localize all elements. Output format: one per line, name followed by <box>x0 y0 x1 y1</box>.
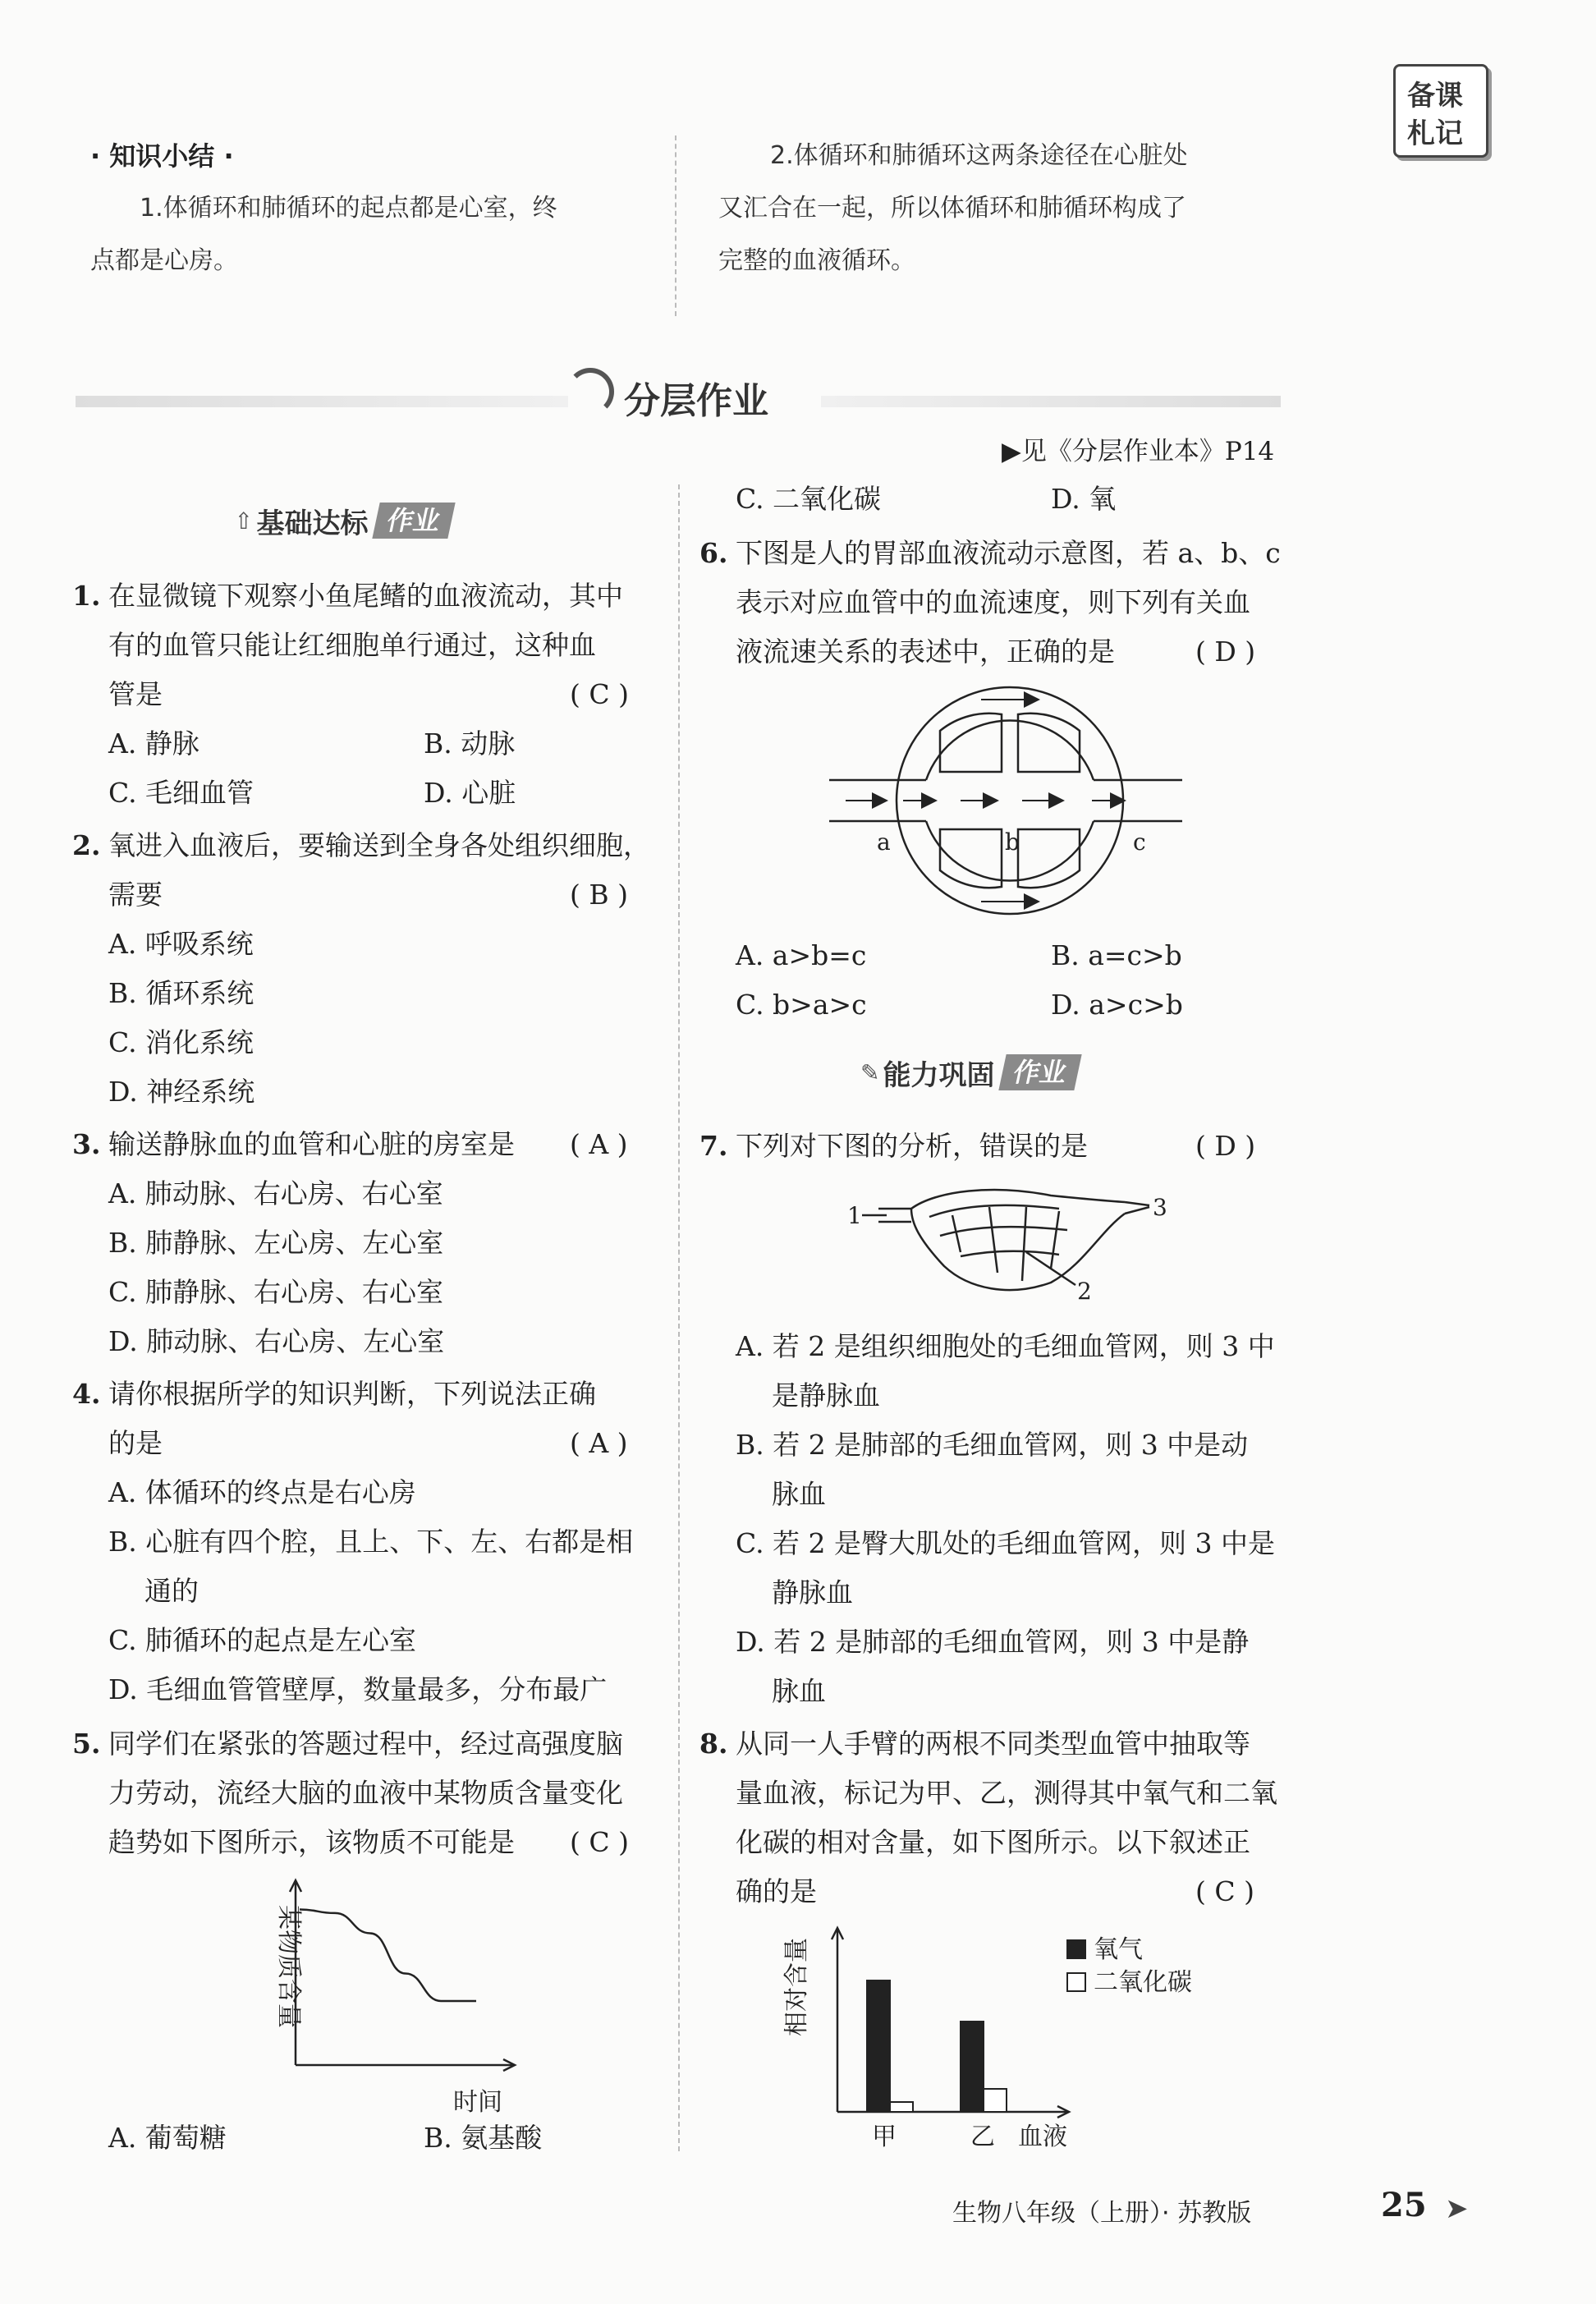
q5-option-c: C. 二氧化碳 <box>736 483 882 515</box>
q7-option-d-cont: 脉血 <box>772 1675 826 1707</box>
q8-bar-co2-jia <box>890 2102 913 2112</box>
banner-ability-label: 能力巩固 <box>883 1058 995 1092</box>
q2-option-b: B. 循环系统 <box>108 977 255 1009</box>
q1-option-b: B. 动脉 <box>424 727 516 760</box>
summary-right-line-3: 完整的血液循环。 <box>718 246 915 275</box>
q3-option-d: D. 肺动脉、右心房、左心室 <box>108 1325 445 1357</box>
note-line-1: 备课 <box>1407 80 1463 112</box>
q1-line-3: 管是 <box>108 678 163 710</box>
q5-option-a: A. 葡萄糖 <box>108 2122 227 2154</box>
q5-line-1: 同学们在紧张的答题过程中，经过高强度脑 <box>108 1728 623 1760</box>
section-rule-left <box>76 396 568 407</box>
q8-line-1: 从同一人手臂的两根不同类型血管中抽取等 <box>736 1728 1250 1760</box>
q5-option-b: B. 氨基酸 <box>424 2122 543 2154</box>
q1-number: 1. <box>72 580 101 612</box>
q5-number: 5. <box>72 1728 101 1760</box>
q4-option-d: D. 毛细血管管壁厚，数量最多，分布最广 <box>108 1673 608 1705</box>
banner-ability-tag: 作业 <box>999 1054 1082 1090</box>
q6-option-b: B. a=c>b <box>1051 939 1182 971</box>
summary-left-line-2: 点都是心房。 <box>90 246 238 275</box>
q7-option-b: B. 若 2 是肺部的毛细血管网，则 3 中是动 <box>736 1429 1249 1461</box>
q3-option-c: C. 肺静脉、右心房、右心室 <box>108 1276 444 1308</box>
column-divider <box>678 484 680 2151</box>
q8-legend-oxygen: 氧气 <box>1094 1935 1143 1964</box>
q1-option-c: C. 毛细血管 <box>108 777 255 809</box>
q4-option-b-cont: 通的 <box>144 1575 199 1607</box>
q2-answer: ( B ) <box>570 879 628 911</box>
section-rule-right <box>821 396 1281 407</box>
q7-capillary-diagram <box>847 1174 1167 1314</box>
banner-basic-label: 基础达标 <box>256 507 369 540</box>
q8-line-4: 确的是 <box>736 1875 817 1907</box>
q2-option-c: C. 消化系统 <box>108 1026 255 1058</box>
q2-line-1: 氧进入血液后，要输送到全身各处组织细胞， <box>108 829 650 861</box>
q7-answer: ( D ) <box>1195 1130 1256 1162</box>
q7-label-1: 1 <box>847 1202 862 1229</box>
q7-label-2: 2 <box>1077 1278 1092 1305</box>
summary-right-line-1: 2.体循环和肺循环这两条途径在心脏处 <box>770 141 1188 170</box>
q8-bar-co2-yi <box>984 2089 1007 2112</box>
q7-option-a: A. 若 2 是组织细胞处的毛细血管网，则 3 中 <box>736 1330 1275 1362</box>
q5-line-2: 力劳动，流经大脑的血液中某物质含量变化 <box>108 1777 623 1809</box>
q2-number: 2. <box>72 829 101 861</box>
q8-legend-swatch-oxygen <box>1067 1940 1085 1958</box>
q3-option-b: B. 肺静脉、左心房、左心室 <box>108 1227 444 1259</box>
q8-line-3: 化碳的相对含量，如下图所示。以下叙述正 <box>736 1826 1250 1858</box>
q7-option-c: C. 若 2 是臀大肌处的毛细血管网，则 3 中是 <box>736 1527 1276 1559</box>
q2-option-d: D. 神经系统 <box>108 1076 255 1108</box>
corner-note-stamp <box>1393 64 1488 158</box>
banner-arrow-icon: ⇧ <box>234 507 254 535</box>
q3-answer: ( A ) <box>570 1128 628 1160</box>
q7-option-a-cont: 是静脉血 <box>772 1379 880 1411</box>
q6-option-d: D. a>c>b <box>1051 989 1183 1021</box>
q7-label-3: 3 <box>1153 1194 1167 1221</box>
q8-legend-co2: 二氧化碳 <box>1094 1968 1192 1997</box>
summary-left-line-1: 1.体循环和肺循环的起点都是心室，终 <box>140 194 557 223</box>
banner-feather-icon: ✎ <box>860 1058 880 1086</box>
q8-tick-label-jia: 甲 <box>872 2123 897 2151</box>
q7-option-d: D. 若 2 是肺部的毛细血管网，则 3 中是静 <box>736 1626 1250 1658</box>
q1-line-2: 有的血管只能让红细胞单行通过，这种血 <box>108 629 596 661</box>
q8-answer: ( C ) <box>1195 1875 1254 1907</box>
q5-series-line <box>300 1909 476 2001</box>
q4-option-b: B. 心脏有四个腔，且上、下、左、右都是相 <box>108 1526 634 1558</box>
q4-line-1: 请你根据所学的知识判断，下列说法正确 <box>108 1378 596 1410</box>
q6-label-a: a <box>877 828 891 856</box>
section-swirl-icon <box>566 368 614 415</box>
q5-ylabel: 某物质含量 <box>274 1905 303 2028</box>
q6-line-3: 液流速关系的表述中，正确的是 <box>736 636 1115 668</box>
q7-line-1: 下列对下图的分析，错误的是 <box>736 1130 1088 1162</box>
footer-arrow-icon: ➤ <box>1445 2192 1469 2225</box>
q1-line-1: 在显微镜下观察小鱼尾鳍的血液流动，其中 <box>108 580 623 612</box>
q8-legend-swatch-co2 <box>1067 1973 1085 1991</box>
q6-label-b: b <box>1005 828 1020 856</box>
q5-axes <box>290 1880 515 2071</box>
q7-number: 7. <box>699 1130 728 1162</box>
note-line-2: 札记 <box>1407 117 1463 150</box>
q4-number: 4. <box>72 1378 101 1410</box>
q8-xlabel: 血液 <box>1018 2123 1067 2151</box>
q6-option-c: C. b>a>c <box>736 989 867 1021</box>
q3-number: 3. <box>72 1128 101 1160</box>
q7-option-b-cont: 脉血 <box>772 1478 826 1510</box>
banner-basic-tag: 作业 <box>373 503 456 539</box>
q8-legend <box>1067 1935 1192 1997</box>
q6-flow-arrows <box>846 700 1125 902</box>
q8-ylabel: 相对含量 <box>782 1938 811 2036</box>
q8-bar-oxygen-jia <box>867 1980 890 2112</box>
q6-option-a: A. a>b=c <box>736 939 867 971</box>
reference-note: ▶见《分层作业本》P14 <box>1002 437 1275 466</box>
q6-line-2: 表示对应血管中的血流速度，则下列有关血 <box>736 586 1250 618</box>
q2-line-2: 需要 <box>108 879 163 911</box>
q5-xlabel: 时间 <box>453 2088 502 2117</box>
q5-option-d: D. 氧 <box>1051 483 1117 515</box>
q1-option-a: A. 静脉 <box>108 727 200 760</box>
q8-line-2: 量血液，标记为甲、乙，测得其中氧气和二氧 <box>736 1777 1277 1809</box>
footer-book-title: 生物八年级（上册）· 苏教版 <box>952 2199 1252 2228</box>
q8-number: 8. <box>699 1728 728 1760</box>
banner-ability <box>860 1054 1078 1090</box>
q7-option-c-cont: 静脉血 <box>772 1577 853 1609</box>
q2-option-a: A. 呼吸系统 <box>108 928 254 960</box>
q4-line-2: 的是 <box>108 1427 163 1459</box>
page-number: 25 <box>1381 2186 1427 2224</box>
q3-line-1: 输送静脉血的血管和心脏的房室是 <box>108 1128 515 1160</box>
summary-divider <box>675 135 676 316</box>
q6-blood-flow-diagram <box>821 682 1199 928</box>
q1-option-d: D. 心脏 <box>424 777 516 809</box>
q8-bar-chart <box>782 1921 1248 2168</box>
q6-line-1: 下图是人的胃部血液流动示意图，若 a、b、c <box>736 537 1281 569</box>
q5-answer: ( C ) <box>570 1826 629 1858</box>
q1-answer: ( C ) <box>570 678 629 710</box>
banner-basic <box>234 503 452 539</box>
q3-option-a: A. 肺动脉、右心房、右心室 <box>108 1177 443 1209</box>
q6-label-c: c <box>1133 828 1146 856</box>
q8-bar-oxygen-yi <box>961 2022 984 2112</box>
q6-answer: ( D ) <box>1195 636 1256 668</box>
q5-line-3: 趋势如下图所示，该物质不可能是 <box>108 1826 515 1858</box>
q8-tick-label-yi: 乙 <box>970 2123 995 2151</box>
section-title: 分层作业 <box>624 380 768 422</box>
summary-title: · 知识小结 · <box>90 140 234 172</box>
summary-right-line-2: 又汇合在一起，所以体循环和肺循环构成了 <box>718 194 1186 223</box>
q5-line-chart <box>238 1872 534 2143</box>
q4-option-c: C. 肺循环的起点是左心室 <box>108 1624 417 1656</box>
q6-number: 6. <box>699 537 728 569</box>
q4-answer: ( A ) <box>570 1427 628 1459</box>
q4-option-a: A. 体循环的终点是右心房 <box>108 1476 416 1508</box>
